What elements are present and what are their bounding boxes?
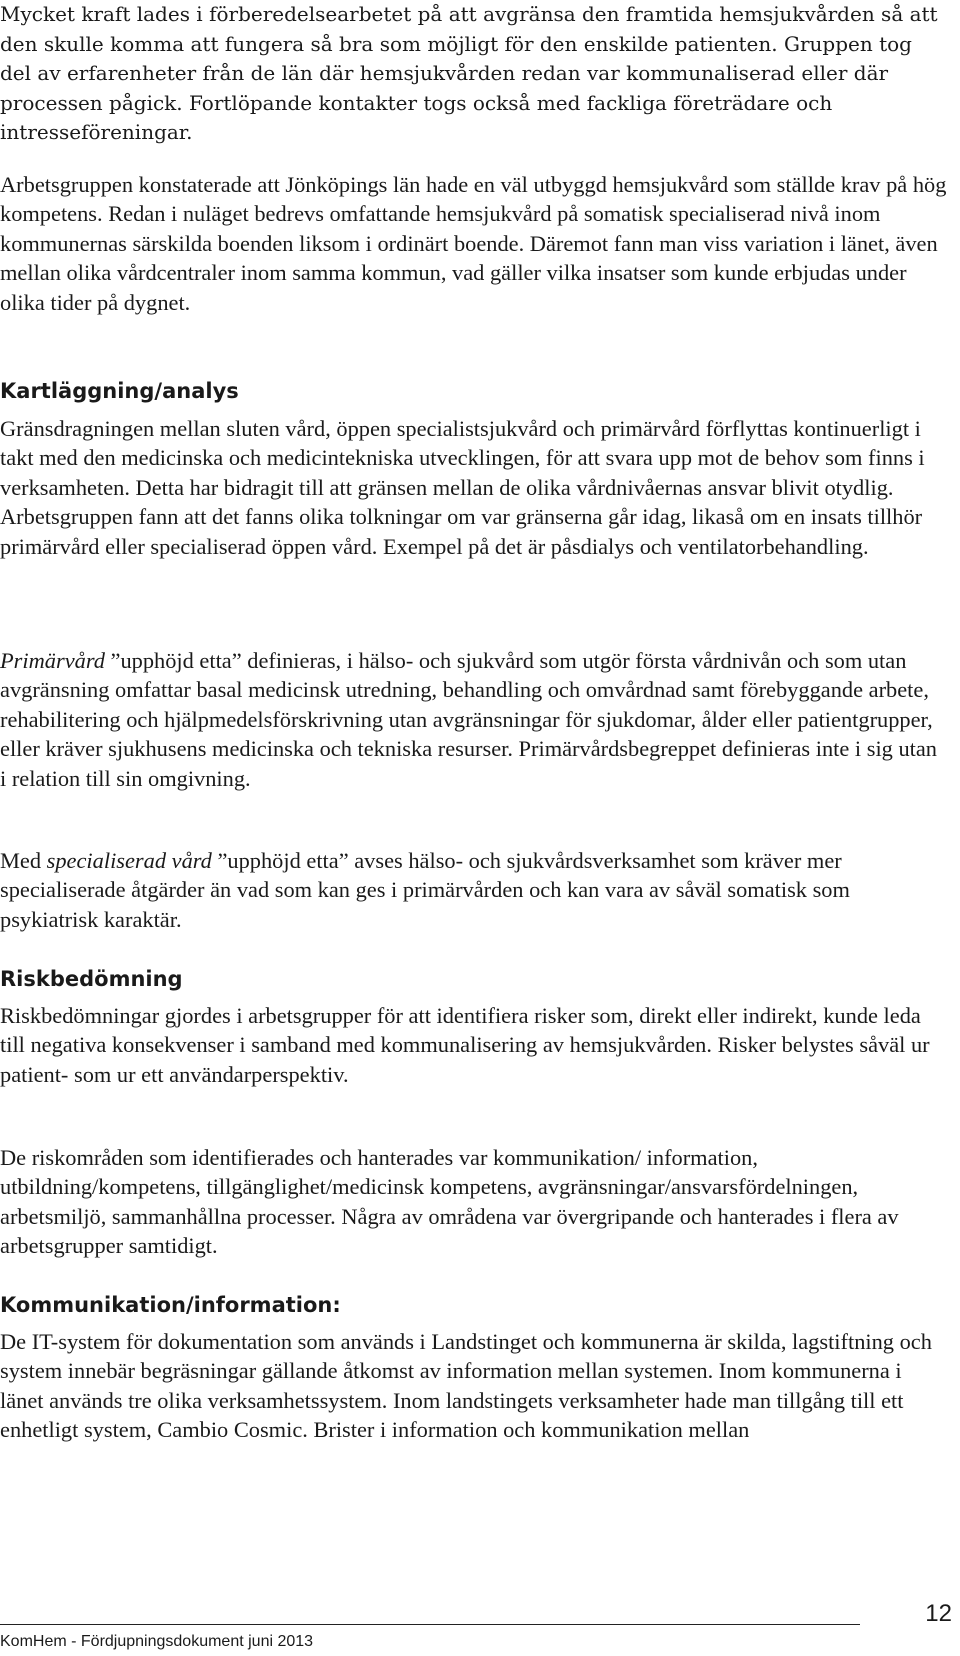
footer-document-title: KomHem - Fördjupningsdokument juni 2013 (0, 1633, 314, 1650)
risk-assessment-paragraph: Riskbedömningar gjordes i arbetsgrupper för att identifiera risker som, direkt eller indirekt, kunde leda till negativa konsekvenser i samband med kommunalisering av hemsjukvården. Risker belystes såväl ur patient- som ur ett användarperspektiv. (0, 1003, 930, 1087)
risk-areas-paragraph: De riskområden som identifierades och hanterades var kommunikation/ information, utbildning/kompetens, tillgänglighet/medicinsk kompetens, avgränsningar/ansvarsfördelningen, arbetsmiljö, sammanhållna processer. Några av områdena var övergripande och hanterades i flera av arbetsgrupper samtidigt. (0, 1145, 899, 1259)
specialised-care-prefix: Med (0, 848, 47, 873)
intro-paragraph: Mycket kraft lades i förberedelsearbetet på att avgränsa den framtida hemsjukvården så att den skulle komma att fungera så bra som möjligt för den enskilde patienten. Gruppen tog del av erfarenheter från de län där hemsjukvården redan var kommunaliserad eller där processen pågick. Fortlöpande kontakter togs också med fackliga företrädare och intresseföreningar. (0, 2, 938, 144)
heading-risk-assessment: Riskbedömning (0, 967, 183, 991)
working-group-paragraph: Arbetsgruppen konstaterade att Jönköpings län hade en väl utbyggd hemsjukvård som ställde krav på hög kompetens. Redan i nuläget bedrevs omfattande hemsjukvård på somatisk specialiserad nivå inom kommunernas särskilda boenden liksom i ordinärt boende. Däremot fann man viss variation i länet, även mellan olika vårdcentraler inom samma kommun, vad gäller vilka insatser som kunde erbjudas under olika tider på dygnet. (0, 172, 947, 315)
page-number: 12 (925, 1600, 952, 1627)
primary-care-term: Primärvård (0, 648, 105, 673)
specialised-care-definition: ”upphöjd etta” avses hälso- och sjukvårdsverksamhet som kräver mer specialiserade åtgärder än vad som kan ges i primärvården och kan vara av såväl somatisk som psykiatrisk karaktär. (0, 848, 850, 932)
heading-communication: Kommunikation/information: (0, 1293, 341, 1317)
footer-divider (0, 1624, 860, 1625)
primary-care-definition: ”upphöjd etta” definieras, i hälso- och sjukvård som utgör första vårdnivån och som utan avgränsning omfattar basal medicinsk utredning, behandling och omvårdnad samt förebyggande arbete, rehabilitering och hjälpmedelsförskrivning utan avgränsningar för sjukdomar, ålder eller patientgrupper, eller kräver sjukhusens medicinska och tekniska resurser. Primärvårdsbegreppet definieras inte i sig utan i relation till sin omgivning. (0, 648, 938, 791)
specialised-care-paragraph (0, 846, 948, 934)
primary-care-paragraph (0, 646, 948, 793)
heading-mapping-analysis: Kartläggning/analys (0, 379, 239, 403)
specialised-care-term: specialiserad vård (46, 848, 212, 873)
boundaries-paragraph: Gränsdragningen mellan sluten vård, öppen specialistsjukvård och primärvård förflyttas kontinuerligt i takt med den medicinska och medicintekniska utvecklingen, för att svara upp mot de behov som finns i verksamheten. Detta har bidragit till att gränsen mellan de olika vårdnivåernas ansvar blivit otydlig. Arbetsgruppen fann att det fanns olika tolkningar om var gränserna går idag, likaså om en insats tillhör primärvård eller specialiserad öppen vård. Exempel på det är påsdialys och ventilatorbehandling. (0, 416, 925, 559)
communication-paragraph: De IT-system för dokumentation som används i Landstinget och kommunerna är skilda, lagstiftning och system innebär begräsningar gällande åtkomst av information mellan systemen. Inom kommunerna i länet används tre olika verksamhetssystem. Inom landstingets verksamheter hade man tillgång till ett enhetligt system, Cambio Cosmic. Brister i information och kommunikation mellan (0, 1329, 932, 1443)
